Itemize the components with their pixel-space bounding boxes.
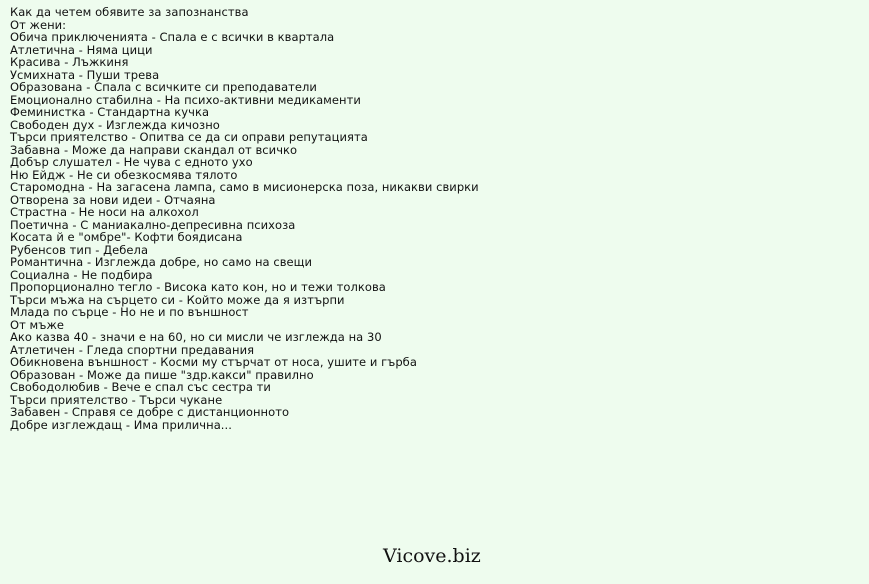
list-item: Добре изглеждащ - Има прилична...	[10, 417, 232, 432]
list-item: Търси приятелство - Опитва се да си оправи репутацията	[10, 130, 368, 144]
list-item: Ню Ейдж - Не си обезкосмява тялото	[10, 167, 238, 182]
list-item: Обича приключенията - Спала е с всички в квартала	[10, 30, 335, 44]
list-item: Рубенсов тип - Дебела	[10, 242, 149, 257]
site-watermark: Vicove.biz	[383, 545, 481, 567]
list-item: Феминистка - Стандартна кучка	[10, 105, 210, 119]
list-item: Забавен - Справя се добре с дистанционното	[10, 405, 290, 419]
list-item: Търси мъжа на сърцето си - Който може да я изтърпи	[10, 292, 345, 307]
list-item: Атлетичен - Гледа спортни предавания	[10, 342, 255, 357]
list-item: Косата й е "омбре"- Кофти боядисана	[10, 230, 243, 244]
list-item: Търси приятелство - Търси чукане	[10, 392, 223, 407]
list-item: Добър слушател - Не чува с едното ухо	[10, 155, 253, 169]
list-item: Образован - Може да пише "здр.какси" правилно	[10, 367, 314, 382]
list-item: Отворена за нови идеи - Отчаяна	[10, 192, 216, 207]
list-item: Обикновена външност - Косми му стърчат от носа, ушите и гърба	[10, 355, 417, 369]
men-heading: От мъже	[10, 317, 64, 332]
list-item: Ако казва 40 - значи е на 60, но си мисли че изглежда на 30	[10, 330, 382, 344]
list-item: Пропорционално тегло - Висока като кон, но и тежи толкова	[10, 280, 386, 294]
article-text	[10, 6, 860, 431]
list-item: Красива - Лъжкиня	[10, 55, 129, 69]
list-item: Емоционално стабилна - На психо-активни медикаменти	[10, 92, 361, 107]
list-item: Свободен дух - Изглежда кичозно	[10, 117, 220, 132]
list-item: Атлетична - Няма цици	[10, 42, 153, 57]
list-item: Старомодна - На загасена лампа, само в мисионерска поза, никакви свирки	[10, 180, 479, 194]
list-item: Страстна - Не носи на алкохол	[10, 205, 199, 219]
article-title: Как да четем обявите за запознанства	[10, 5, 249, 19]
list-item: Романтична - Изглежда добре, но само на свещи	[10, 255, 313, 269]
list-item: Усмихната - Пуши трева	[10, 67, 160, 82]
women-heading: От жени:	[10, 17, 67, 32]
list-item: Образована - Спала с всичките си преподаватели	[10, 80, 317, 94]
list-item: Млада по сърце - Но не и по външност	[10, 305, 249, 319]
list-item: Забавна - Може да направи скандал от всичко	[10, 142, 298, 157]
list-item: Свободолюбив - Вече е спал със сестра ти	[10, 380, 271, 394]
list-item: Социална - Не подбира	[10, 267, 153, 282]
list-item: Поетична - С маниакално-депресивна психоза	[10, 217, 296, 232]
